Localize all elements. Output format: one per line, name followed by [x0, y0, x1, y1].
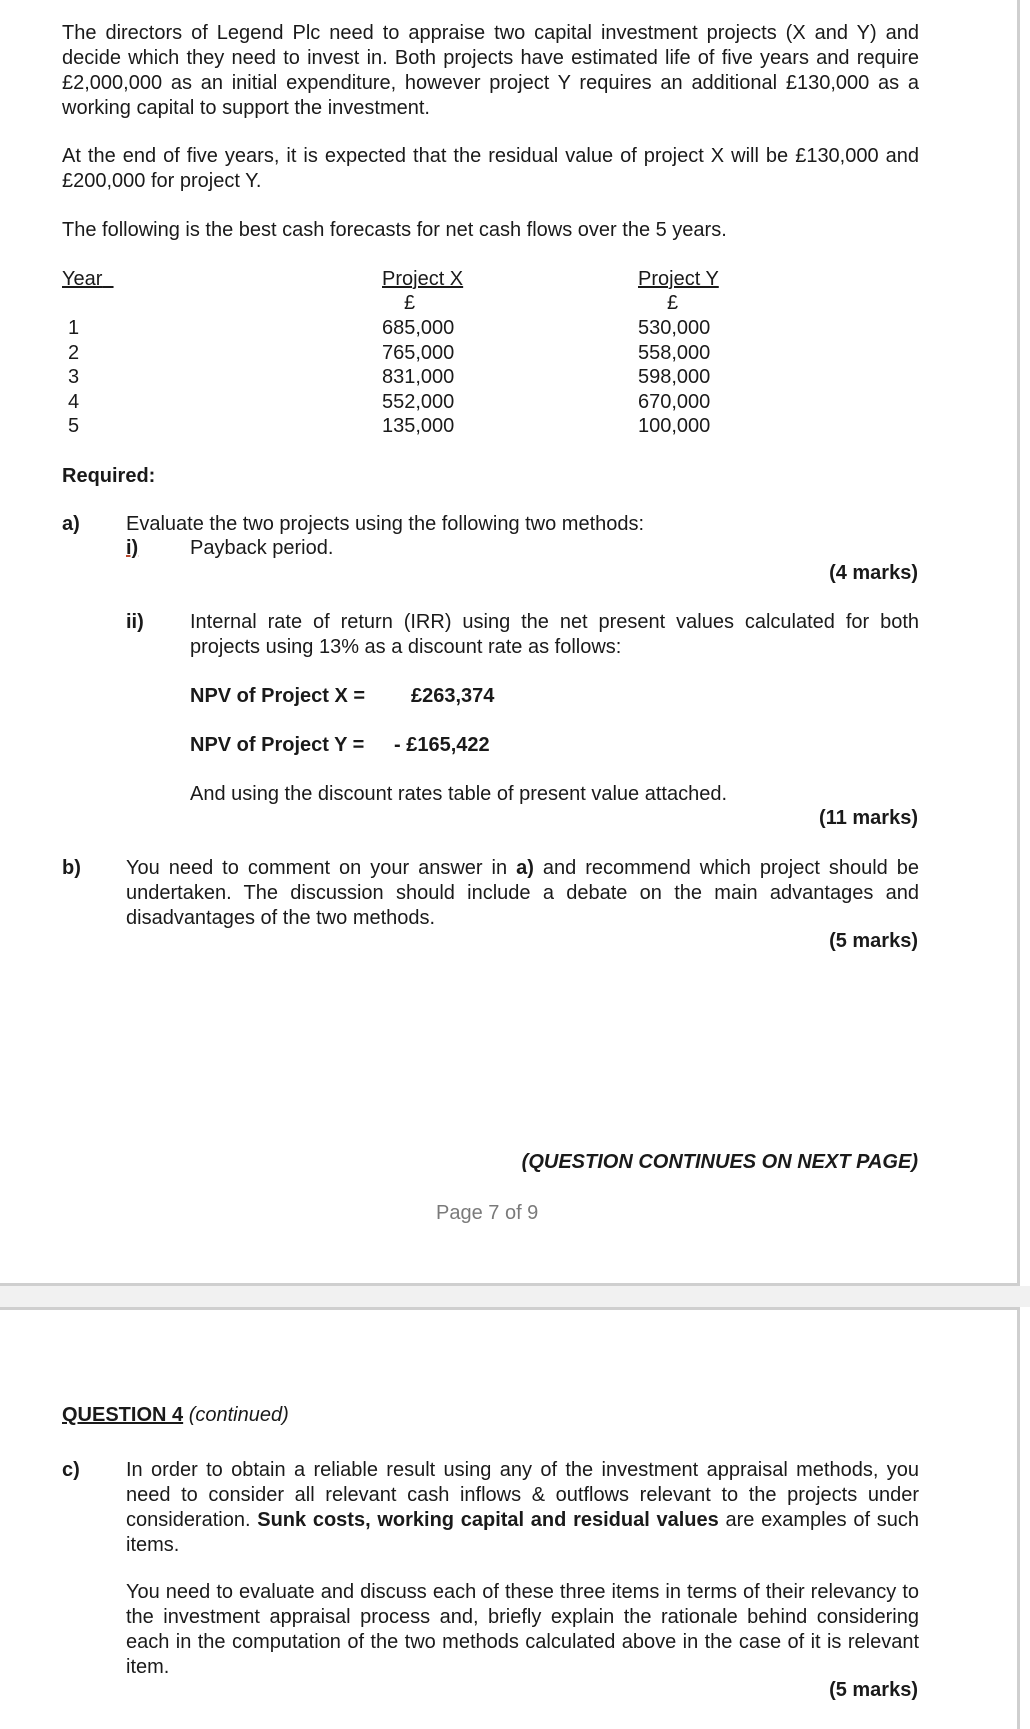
table-column-project-x — [382, 316, 454, 439]
table-cell-project-x: 685,000 — [382, 317, 455, 339]
part-a-ii-marks: (11 marks) — [819, 807, 918, 829]
table-cell-project-x: 135,000 — [382, 415, 455, 437]
table-header-project-y: Project Y — [638, 268, 719, 290]
npv-x-label: NPV of Project X = — [190, 685, 366, 707]
part-c-paragraph-1: In order to obtain a reliable result using any of the investment appraisal methods, you need to consider all relevant cash inflows & outflows relevant to the projects under consideration. Sunk costs, working capital and residual values are examples of such items. — [126, 1459, 920, 1556]
part-c-label: c) — [62, 1459, 80, 1481]
part-a-ii-note: And using the discount rates table of present value attached. — [190, 783, 728, 805]
table-header-year: Year — [62, 268, 103, 290]
table-cell-year: 5 — [68, 415, 80, 437]
table-cell-project-y: 100,000 — [638, 415, 711, 437]
part-b-text: You need to comment on your answer in a) and recommend which project should be undertaken. The discussion should include a debate on the main advantages and disadvantages of the two methods. — [126, 857, 919, 929]
table-cell-project-y: 598,000 — [638, 366, 711, 388]
part-c-marks: (5 marks) — [829, 1679, 918, 1701]
question-heading: QUESTION 4 (continued) — [62, 1404, 289, 1426]
table-cell-year: 1 — [68, 317, 80, 339]
table-cell-year: 4 — [68, 390, 80, 413]
table-currency-y: £ — [667, 292, 679, 314]
part-a-i-marks: (4 marks) — [829, 562, 918, 584]
part-b-marks: (5 marks) — [829, 930, 918, 952]
intro-paragraph-2: At the end of five years, it is expected that the residual value of project X will be £130,000 and £200,000 for project Y. — [62, 145, 919, 192]
table-column-project-y — [638, 316, 710, 439]
intro-paragraph-1: The directors of Legend Plc need to appraise two capital investment projects (X and Y) and decide which they need to invest in. Both projects have estimated life of five years and require £2,000,000 as an initial expenditure, however project Y requires an additional £130,000 as a working capital to support the investment. — [62, 22, 919, 119]
part-a-label: a) — [62, 513, 80, 535]
table-cell-project-x: 831,000 — [382, 366, 455, 388]
table-cell-project-y: 530,000 — [638, 317, 711, 339]
table-cell-year: 2 — [68, 341, 80, 364]
part-a-i-text: Payback period. — [190, 537, 334, 559]
npv-y-value: - £165,422 — [394, 734, 490, 756]
page-footer: Page 7 of 9 — [436, 1202, 539, 1224]
table-column-year — [68, 316, 88, 439]
intro-paragraph-3: The following is the best cash forecasts for net cash flows over the 5 years. — [62, 219, 727, 241]
table-header-project-x: Project X — [382, 268, 464, 290]
part-a-ii-text: Internal rate of return (IRR) using the net present values calculated for both projects using 13% as a discount rate as follows: — [190, 611, 919, 658]
page-gap — [0, 1286, 1030, 1307]
part-a-text: Evaluate the two projects using the following two methods: — [126, 513, 645, 535]
table-currency-x: £ — [404, 292, 416, 314]
part-b-label: b) — [62, 857, 81, 879]
required-heading: Required: — [62, 465, 156, 487]
table-cell-project-y: 558,000 — [638, 341, 711, 364]
part-a-i-label: i) — [126, 537, 139, 559]
table-cell-project-x: 765,000 — [382, 341, 455, 364]
table-cell-year: 3 — [68, 366, 80, 388]
npv-x-value: £263,374 — [411, 685, 495, 707]
table-cell-project-x: 552,000 — [382, 390, 455, 413]
table-cell-project-y: 670,000 — [638, 390, 711, 413]
part-c-paragraph-2: You need to evaluate and discuss each of these three items in terms of their relevancy to the investment appraisal process and, briefly explain the rationale behind considering each in the computation of the two methods calculated above in the case of it is relevant item. — [126, 1581, 919, 1678]
part-a-ii-label: ii) — [126, 611, 144, 633]
npv-y-label: NPV of Project Y = — [190, 734, 365, 756]
question-continues-note: (QUESTION CONTINUES ON NEXT PAGE) — [521, 1151, 918, 1173]
